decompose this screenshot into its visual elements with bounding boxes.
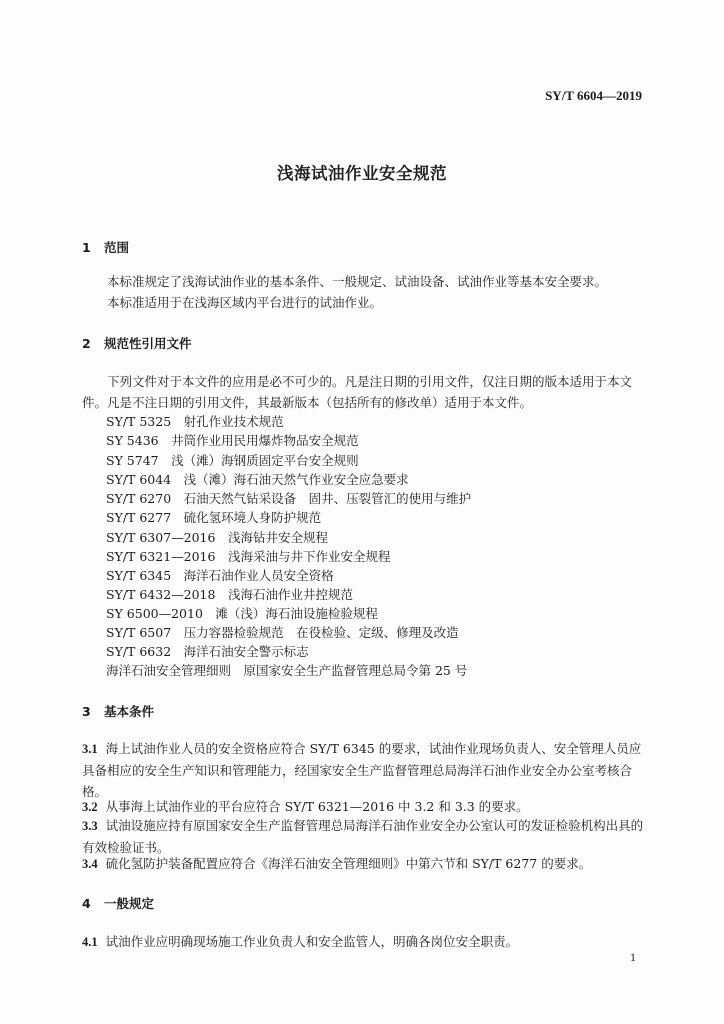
section-number: 2 <box>82 336 91 351</box>
reference-item: SY/T 6307—2016 浅海钻井安全规程 <box>106 530 328 545</box>
clause-number: 4.1 <box>82 935 98 949</box>
section-heading-basic-conditions <box>82 702 154 720</box>
scope-paragraph: 本标准规定了浅海试油作业的基本条件、一般规定、试油设备、试油作业等基本安全要求。 <box>107 274 608 289</box>
section-number: 1 <box>82 240 91 255</box>
clause-text: 硫化氢防护装备配置应符合《海洋石油安全管理细则》中第六节和 SY/T 6277 的要求。 <box>105 856 592 871</box>
standard-code: SY/T 6604—2019 <box>545 88 642 103</box>
reference-item: SY/T 5325 射孔作业技术规范 <box>106 414 284 429</box>
reference-item: SY/T 6432—2018 浅海石油作业井控规范 <box>106 587 353 602</box>
reference-item: SY/T 6270 石油天然气钻采设备 固井、压裂管汇的使用与维护 <box>106 491 472 506</box>
reference-item: SY/T 6321—2016 浅海采油与井下作业安全规程 <box>106 549 391 564</box>
scope-paragraph: 本标准适用于在浅海区域内平台进行的试油作业。 <box>107 295 383 310</box>
page-number: 1 <box>630 950 636 964</box>
reference-item: SY/T 6345 海洋石油作业人员安全资格 <box>106 568 334 583</box>
clause-3-3 <box>82 815 647 858</box>
section-heading-scope <box>82 238 129 256</box>
clause-text: 海上试油作业人员的安全资格应符合 SY/T 6345 的要求，试油作业现场负责人、安全管理人员应具备相应的安全生产知识和管理能力，经国家安全生产监督管理总局海洋石油作业安全办公室考核合格。 <box>82 741 642 799</box>
section-title: 范围 <box>104 240 130 255</box>
reference-item: SY 5747 浅（滩）海钢质固定平台安全规则 <box>106 453 359 468</box>
clause-text: 从事海上试油作业的平台应符合 SY/T 6321—2016 中 3.2 和 3.3 的要求。 <box>105 799 529 814</box>
reference-item: SY/T 6277 硫化氢环境人身防护规范 <box>106 510 322 525</box>
clause-number: 3.1 <box>82 742 98 756</box>
section-number: 4 <box>82 896 91 911</box>
clause-4-1 <box>82 931 647 953</box>
clause-text: 试油作业应明确现场施工作业负责人和安全监管人，明确各岗位安全职责。 <box>105 934 519 949</box>
clause-number: 3.4 <box>82 857 98 871</box>
reference-item: SY/T 6632 海洋石油安全警示标志 <box>106 644 309 659</box>
section-number: 3 <box>82 704 91 719</box>
section-title: 一般规定 <box>104 896 155 911</box>
normative-intro-paragraph: 下列文件对于本文件的应用是必不可少的。凡是注日期的引用文件，仅注日期的版本适用于本文件。凡是不注日期的引用文件，其最新版本（包括所有的修改单）适用于本文件。 <box>82 374 633 410</box>
clause-3-4 <box>82 853 647 875</box>
reference-item: SY/T 6044 浅（滩）海石油天然气作业安全应急要求 <box>106 472 409 487</box>
section-heading-normative-references <box>82 334 192 352</box>
reference-item: SY 6500—2010 滩（浅）海石油设施检验规程 <box>106 606 378 621</box>
clause-number: 3.3 <box>82 819 98 833</box>
section-title: 规范性引用文件 <box>104 336 192 351</box>
document-title: 浅海试油作业安全规范 <box>277 164 447 183</box>
clause-3-1 <box>82 738 647 802</box>
clause-number: 3.2 <box>82 800 98 814</box>
reference-item: 海洋石油安全管理细则 原国家安全生产监督管理总局令第 25 号 <box>106 663 468 678</box>
clause-text: 试油设施应持有原国家安全生产监督管理总局海洋石油作业安全办公室认可的发证检验机构出具的有效检验证书。 <box>82 818 644 855</box>
reference-item: SY/T 6507 压力容器检验规范 在役检验、定级、修理及改造 <box>106 625 459 640</box>
section-heading-general-rules <box>82 894 154 912</box>
reference-item: SY 5436 井筒作业用民用爆炸物品安全规范 <box>106 433 359 448</box>
section-title: 基本条件 <box>104 704 155 719</box>
